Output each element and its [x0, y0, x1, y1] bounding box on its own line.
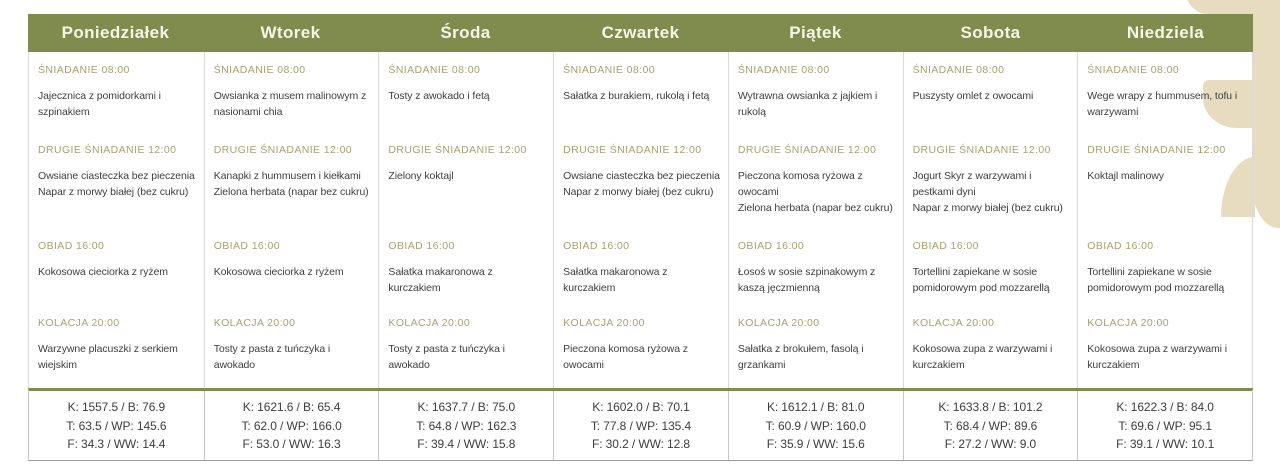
lunch-dish: Sałatka makaronowa z kurczakiem: [563, 266, 668, 294]
lunch-dish: Kokosowa cieciorka z ryżem: [213, 266, 344, 278]
dinner-dish: Warzywne placuszki z serkiem wiejskim: [38, 343, 178, 371]
day-header-friday: Piątek: [789, 23, 842, 42]
day-cell-saturday: [903, 52, 1078, 388]
day-cell-thursday: [553, 52, 728, 388]
day-header-wednesday: Środa: [440, 23, 491, 42]
meal-time-label: DRUGIE ŚNIADANIE 12:00: [38, 144, 177, 156]
meal-time-label: ŚNIADANIE 08:00: [38, 64, 130, 76]
second-breakfast-dish: Pieczona komosa ryżowa z owocami Zielona herbata (napar bez cukru): [737, 170, 893, 214]
meal-time-label: OBIAD 16:00: [388, 240, 455, 252]
breakfast-dish: Wytrawna owsianka z jajkiem i rukolą: [737, 90, 878, 118]
day-header-sunday: Niedziela: [1126, 23, 1205, 42]
day-cell-wednesday: [378, 52, 553, 388]
second-breakfast-dish: Zielony koktajl: [388, 170, 454, 182]
day-header-row: [28, 14, 1253, 52]
macro-cell-monday: K: 1557.5 / B: 76.9 T: 63.5 / WP: 145.6 F: 34.3 / WW: 14.4: [66, 400, 167, 452]
meal-time-label: ŚNIADANIE 08:00: [213, 64, 306, 76]
dinner-dish: Kokosowa zupa z warzywami i kurczakiem: [1087, 343, 1227, 371]
day-header-saturday: Sobota: [960, 23, 1021, 42]
day-cell-tuesday: [204, 52, 379, 388]
meal-time-label: OBIAD 16:00: [563, 240, 630, 252]
meal-time-label: OBIAD 16:00: [912, 240, 979, 252]
decor-blob-right-band: [1252, 0, 1280, 228]
meal-time-label: DRUGIE ŚNIADANIE 12:00: [213, 144, 353, 156]
meal-time-label: ŚNIADANIE 08:00: [912, 64, 1005, 76]
meal-time-label: KOLACJA 20:00: [737, 317, 820, 329]
meal-time-label: DRUGIE ŚNIADANIE 12:00: [1087, 144, 1226, 156]
breakfast-dish: Sałatka z burakiem, rukolą i fetą: [563, 90, 710, 102]
meal-time-label: DRUGIE ŚNIADANIE 12:00: [912, 144, 1051, 156]
dinner-dish: Pieczona komosa ryżowa z owocami: [563, 343, 688, 371]
lunch-dish: Tortellini zapiekane w sosie pomidorowym pod mozzarellą: [912, 266, 1050, 294]
dinner-dish: Kokosowa zupa z warzywami i kurczakiem: [912, 343, 1053, 371]
meal-time-label: OBIAD 16:00: [213, 240, 280, 252]
macro-cell-thursday: K: 1602.0 / B: 70.1 T: 77.8 / WP: 135.4 F: 30.2 / WW: 12.8: [553, 391, 728, 460]
second-breakfast-dish: Koktajl malinowy: [1087, 170, 1164, 182]
weekly-meal-table: [28, 14, 1253, 461]
second-breakfast-dish: Jogurt Skyr z warzywami i pestkami dyni Napar z morwy białej (bez cukru): [912, 170, 1063, 214]
second-breakfast-dish: Owsiane ciasteczka bez pieczenia Napar z morwy białej (bez cukru): [38, 170, 195, 198]
lunch-dish: Tortellini zapiekane w sosie pomidorowym pod mozzarellą: [1087, 266, 1225, 294]
day-header-thursday: Czwartek: [601, 23, 680, 42]
meal-time-label: OBIAD 16:00: [737, 240, 805, 252]
day-header-tuesday: Wtorek: [260, 23, 321, 42]
meal-time-label: KOLACJA 20:00: [563, 317, 645, 329]
dinner-dish: Tosty z pasta z tuńczyka i awokado: [388, 343, 505, 371]
meal-time-label: KOLACJA 20:00: [388, 317, 471, 329]
breakfast-dish: Jajecznica z pomidorkami i szpinakiem: [38, 90, 161, 118]
breakfast-dish: Owsianka z musem malinowym z nasionami chia: [213, 90, 367, 118]
macro-summary-row: [28, 388, 1253, 461]
second-breakfast-dish: Kanapki z hummusem i kiełkami Zielona herbata (napar bez cukru): [213, 170, 369, 198]
meal-time-label: DRUGIE ŚNIADANIE 12:00: [563, 144, 702, 156]
day-cell-friday: [728, 52, 903, 388]
day-header-monday: Poniedziałek: [61, 23, 170, 42]
meal-time-label: KOLACJA 20:00: [213, 317, 296, 329]
meal-time-label: DRUGIE ŚNIADANIE 12:00: [737, 144, 877, 156]
breakfast-dish: Tosty z awokado i fetą: [388, 90, 490, 102]
second-breakfast-dish: Owsiane ciasteczka bez pieczenia Napar z morwy białej (bez cukru): [563, 170, 720, 198]
meal-time-label: ŚNIADANIE 08:00: [563, 64, 655, 76]
breakfast-dish: Wege wrapy z hummusem, tofu i warzywami: [1087, 90, 1238, 118]
macro-cell-friday: K: 1612.1 / B: 81.0 T: 60.9 / WP: 160.0 F: 35.9 / WW: 15.6: [728, 391, 903, 460]
meal-time-label: KOLACJA 20:00: [912, 317, 995, 329]
meal-time-label: ŚNIADANIE 08:00: [737, 64, 830, 76]
meal-body-row: [28, 52, 1253, 388]
meal-time-label: ŚNIADANIE 08:00: [388, 64, 481, 76]
day-cell-sunday: [1077, 52, 1252, 388]
lunch-dish: Sałatka makaronowa z kurczakiem: [388, 266, 493, 294]
lunch-dish: Kokosowa cieciorka z ryżem: [38, 266, 168, 278]
macro-cell-saturday: K: 1633.8 / B: 101.2 T: 68.4 / WP: 89.6 F: 27.2 / WW: 9.0: [903, 391, 1078, 460]
meal-time-label: OBIAD 16:00: [1087, 240, 1154, 252]
meal-time-label: DRUGIE ŚNIADANIE 12:00: [388, 144, 527, 156]
lunch-dish: Łosoś w sosie szpinakowym z kaszą jęczmienną: [737, 266, 876, 294]
meal-time-label: OBIAD 16:00: [38, 240, 105, 252]
meal-time-label: ŚNIADANIE 08:00: [1087, 64, 1180, 76]
macro-cell-sunday: K: 1622.3 / B: 84.0 T: 69.6 / WP: 95.1 F: 39.1 / WW: 10.1: [1077, 391, 1252, 460]
day-cell-monday: [29, 52, 204, 388]
dinner-dish: Sałatka z brokułem, fasolą i grzankami: [737, 343, 864, 371]
meal-time-label: KOLACJA 20:00: [1087, 317, 1169, 329]
meal-time-label: KOLACJA 20:00: [38, 317, 120, 329]
macro-cell-wednesday: K: 1637.7 / B: 75.0 T: 64.8 / WP: 162.3 F: 39.4 / WW: 15.8: [378, 391, 553, 460]
breakfast-dish: Puszysty omlet z owocami: [912, 90, 1034, 102]
macro-cell-tuesday: K: 1621.6 / B: 65.4 T: 62.0 / WP: 166.0 F: 53.0 / WW: 16.3: [204, 391, 379, 460]
dinner-dish: Tosty z pasta z tuńczyka i awokado: [213, 343, 331, 371]
